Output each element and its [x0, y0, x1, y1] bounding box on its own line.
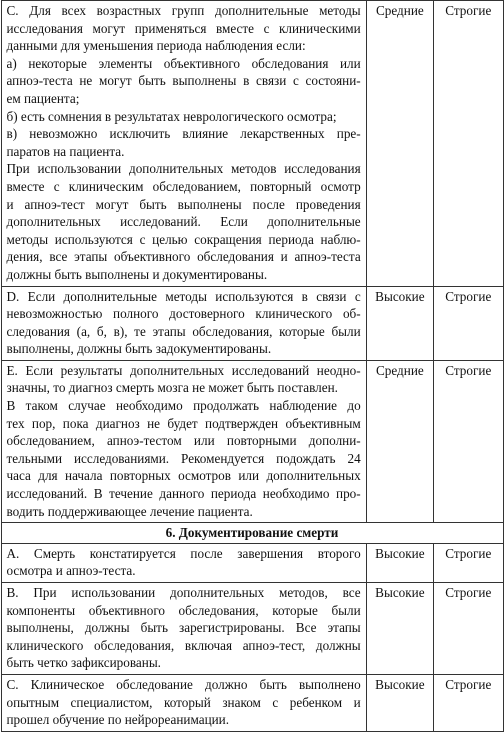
- text-line: B. При использовании дополнительных методов, все: [6, 585, 361, 600]
- table-row: [1, 1, 503, 287]
- evidence-level: Высокие: [366, 286, 433, 360]
- text-line: клинического обследования, включая апноэ-тест, должны: [6, 637, 361, 653]
- recommendation-strength: Строгие: [434, 360, 503, 522]
- evidence-level: Средние: [366, 1, 433, 287]
- text-line: компоненты объективного обследования, которые были: [6, 602, 361, 618]
- text-line: исследования могут применяться вместе с клиническими: [6, 20, 361, 36]
- text-line: значны, то диагноз смерть мозга не может быть поставлен.: [6, 380, 338, 396]
- text-line: невозможностью полного достоверного клинического об-: [6, 306, 361, 322]
- text-line: тельными исследованиями. Рекомендуется подождать 24: [6, 450, 361, 466]
- text-line: исследований. В течение данного периода необходимо про-: [6, 486, 361, 502]
- recommendation-strength: Строгие: [434, 286, 503, 360]
- text-line: б) есть сомнения в результатах неврологического осмотра;: [6, 108, 337, 124]
- table-row: [1, 286, 503, 360]
- text-line: часа для начала повторных осмотров или дополнительных: [6, 468, 361, 484]
- text-line: дополнительных исследований. Если дополнительные: [6, 214, 361, 230]
- text-line: выполнены, должны быть задокументированы.: [6, 341, 272, 357]
- text-line: и апноэ-тест могут быть выполнены после проведения: [6, 196, 361, 212]
- recommendation-text: [1, 286, 366, 360]
- section-title: 6. Документирование смерти: [1, 523, 503, 544]
- text-line: обследованием, апноэ-тестом или повторными дополни-: [6, 433, 361, 449]
- text-line: в) невозможно исключить влияние лекарственных пре-: [6, 126, 361, 142]
- recommendation-strength: Строгие: [434, 1, 503, 287]
- recommendation-strength: Строгие: [434, 583, 503, 675]
- text-line: прошел обучение по нейрореанимации.: [6, 712, 230, 728]
- text-line: дения, все этапы объективного обследования и апноэ-теста: [6, 249, 361, 265]
- table-row: [1, 360, 503, 522]
- text-line: В таком случае необходимо продолжать наблюдение до: [6, 398, 361, 414]
- text-line: данными для уменьшения периода наблюдения если:: [6, 38, 306, 54]
- evidence-level: Высокие: [366, 674, 433, 731]
- evidence-level: Средние: [366, 360, 433, 522]
- text-line: а) некоторые элементы объективного обследования или: [6, 55, 361, 71]
- text-line: быть четко зафиксированы.: [6, 655, 161, 671]
- text-line: E. Если результаты дополнительных исследований неодно-: [6, 362, 361, 378]
- text-line: вместе с клиническим обследованием, повторный осмотр: [6, 178, 361, 194]
- text-line: C. Для всех возрастных групп дополнительные методы: [6, 3, 361, 18]
- table-row: [1, 583, 503, 675]
- text-line: выполнены, должны быть зарегистрированы. Все этапы: [6, 620, 361, 636]
- text-line: При использовании дополнительных методов исследования: [6, 161, 361, 177]
- text-line: A. Смерть констатируется после завершения второго: [6, 545, 361, 561]
- text-line: водить поддерживающее лечение пациента.: [6, 503, 253, 519]
- table-row: [1, 674, 503, 731]
- text-line: следования (а, б, в), те этапы обследования, которые были: [6, 323, 361, 339]
- evidence-level: Высокие: [366, 583, 433, 675]
- text-line: C. Клиническое обследование должно быть выполнено: [6, 676, 361, 692]
- text-line: паратов на пациента.: [6, 143, 125, 159]
- text-line: опытным специалистом, который знаком с ребенком и: [6, 694, 361, 710]
- text-line: D. Если дополнительные методы используются в связи с: [6, 288, 361, 304]
- text-line: тех пор, пока диагноз не будет подтвержден объективным: [6, 415, 361, 431]
- recommendation-text: [1, 1, 366, 287]
- recommendation-strength: Строгие: [434, 543, 503, 582]
- text-line: осмотра и апноэ-теста.: [6, 563, 136, 579]
- recommendation-text: [1, 360, 366, 522]
- recommendation-text: [1, 674, 366, 731]
- recommendations-table: [1, 0, 504, 732]
- recommendation-strength: Строгие: [434, 674, 503, 731]
- recommendation-text: [1, 583, 366, 675]
- text-line: методы используются с целью сокращения периода наблю-: [6, 231, 361, 247]
- text-line: апноэ-теста не могут быть выполнены в связи с состояни-: [6, 73, 361, 89]
- recommendation-text: [1, 543, 366, 582]
- table-row: [1, 543, 503, 582]
- evidence-level: Высокие: [366, 543, 433, 582]
- text-line: должны быть выполнены и документированы.: [6, 266, 268, 282]
- section-header-row: [1, 523, 503, 544]
- text-line: ем пациента;: [6, 90, 80, 106]
